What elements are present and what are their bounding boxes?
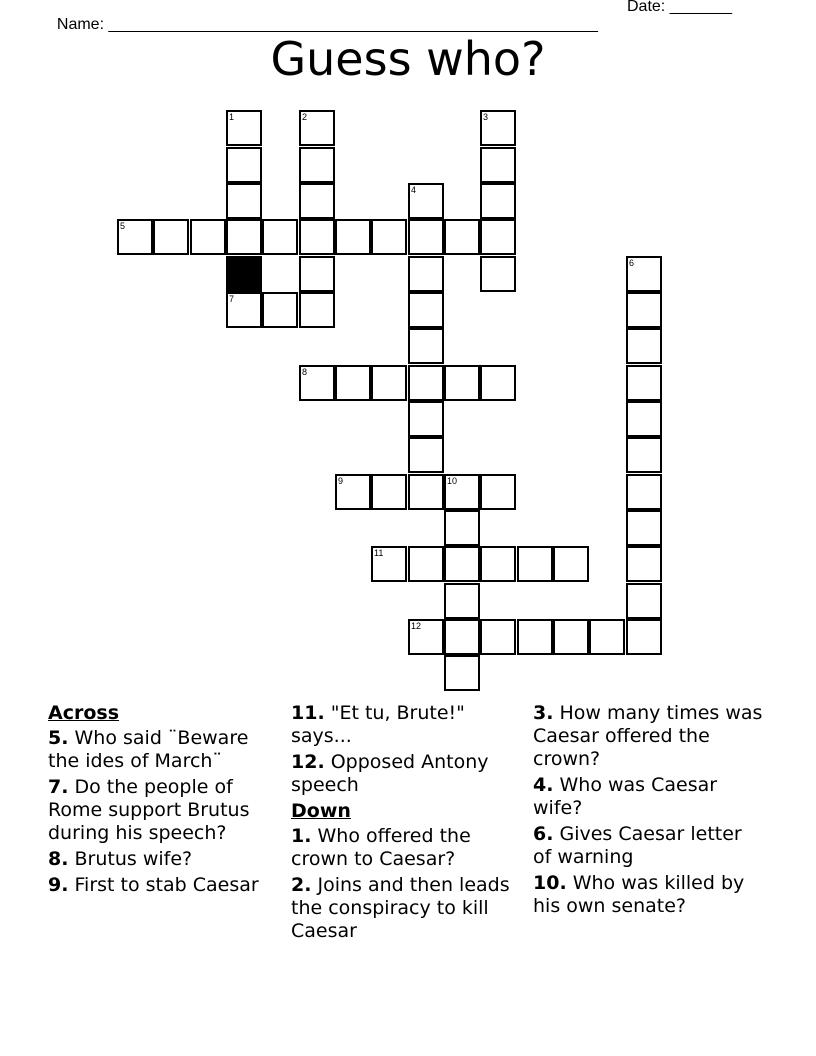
grid-cell[interactable] [408, 219, 444, 255]
clue-text: Do the people of Rome support Brutus during his speech? [48, 776, 250, 844]
grid-cell[interactable] [262, 292, 298, 328]
grid-cell[interactable] [408, 437, 444, 473]
grid-cell[interactable] [444, 583, 480, 619]
cell-number: 2 [302, 112, 308, 122]
down-heading: Down [291, 800, 351, 822]
grid-cell[interactable] [408, 401, 444, 437]
grid-cell[interactable] [626, 583, 662, 619]
clue-number: 4. [533, 774, 554, 796]
grid-cell[interactable] [517, 546, 553, 582]
grid-cell[interactable] [299, 292, 335, 328]
grid-cell[interactable] [371, 474, 407, 510]
grid-cell[interactable] [408, 292, 444, 328]
grid-cell[interactable] [553, 546, 589, 582]
cell-number: 9 [338, 476, 344, 486]
grid-cell[interactable] [480, 183, 516, 219]
cell-number: 3 [483, 112, 489, 122]
grid-cell[interactable] [371, 219, 407, 255]
clue-number: 6. [533, 823, 554, 845]
cell-number: 10 [447, 476, 458, 486]
grid-cell[interactable] [626, 510, 662, 546]
cell-number: 8 [302, 367, 308, 377]
grid-cell[interactable] [626, 401, 662, 437]
grid-cell[interactable] [444, 546, 480, 582]
clue-text: How many times was Caesar offered the crown? [533, 702, 763, 770]
grid-cell[interactable] [444, 219, 480, 255]
grid-cell[interactable] [480, 147, 516, 183]
clue-across-12 [291, 751, 523, 797]
clue-number: 5. [48, 727, 69, 749]
grid-cell[interactable] [626, 328, 662, 364]
grid-cell[interactable] [626, 546, 662, 582]
grid-cell[interactable] [626, 619, 662, 655]
grid-cell[interactable] [480, 474, 516, 510]
grid-cell[interactable] [626, 365, 662, 401]
clue-number: 8. [48, 848, 69, 870]
grid-cell[interactable] [626, 437, 662, 473]
grid-cell[interactable] [480, 365, 516, 401]
grid-cell[interactable] [299, 365, 335, 401]
clue-text: "Et tu, Brute!" says... [291, 702, 465, 747]
grid-cell[interactable] [480, 546, 516, 582]
cell-number: 7 [229, 294, 235, 304]
grid-cell[interactable] [299, 110, 335, 146]
grid-cell[interactable] [299, 256, 335, 292]
grid-cell[interactable] [408, 256, 444, 292]
grid-cell[interactable] [408, 365, 444, 401]
clue-text: Who offered the crown to Caesar? [291, 825, 471, 870]
clue-down-1 [291, 825, 523, 871]
grid-cell[interactable] [371, 365, 407, 401]
grid-cell[interactable] [335, 474, 371, 510]
clue-number: 7. [48, 776, 69, 798]
grid-cell[interactable] [480, 256, 516, 292]
grid-cell[interactable] [190, 219, 226, 255]
clue-text: Gives Caesar letter of warning [533, 823, 742, 868]
clue-number: 1. [291, 825, 312, 847]
grid-cell[interactable] [480, 219, 516, 255]
grid-cell[interactable] [444, 510, 480, 546]
grid-cell[interactable] [626, 256, 662, 292]
cell-number: 11 [374, 548, 384, 558]
clue-text: Opposed Antony speech [291, 751, 489, 796]
grid-cell[interactable] [335, 219, 371, 255]
clue-down-2 [291, 874, 523, 943]
grid-cell[interactable] [262, 219, 298, 255]
cell-number: 5 [120, 221, 126, 231]
clue-number: 10. [533, 872, 567, 894]
cell-number: 6 [629, 258, 635, 268]
grid-cell[interactable] [226, 110, 262, 146]
clue-across-5 [48, 727, 280, 773]
grid-cell[interactable] [444, 655, 480, 691]
clue-down-3 [533, 702, 765, 771]
clue-down-4 [533, 774, 765, 820]
grid-cell[interactable] [626, 474, 662, 510]
clue-number: 12. [291, 751, 325, 773]
grid-cell[interactable] [444, 365, 480, 401]
clue-down-6 [533, 823, 765, 869]
name-field[interactable]: Name: _______________________________________________________ [56, 16, 598, 33]
grid-cell[interactable] [226, 147, 262, 183]
grid-cell[interactable] [371, 546, 407, 582]
grid-cell[interactable] [408, 474, 444, 510]
black-square [226, 256, 262, 292]
grid-cell[interactable] [226, 183, 262, 219]
clue-across-7 [48, 776, 280, 845]
grid-cell[interactable] [335, 365, 371, 401]
clue-text: Who said ¨Beware the ides of March¨ [48, 727, 249, 772]
grid-cell[interactable] [299, 219, 335, 255]
clue-across-11 [291, 702, 523, 748]
grid-cell[interactable] [226, 219, 262, 255]
grid-cell[interactable] [408, 546, 444, 582]
grid-cell[interactable] [117, 219, 153, 255]
clue-text: Joins and then leads the conspiracy to kill Caesar [291, 874, 510, 942]
across-heading: Across [48, 702, 120, 724]
clues-column-1 [48, 702, 280, 900]
clue-across-8 [48, 848, 280, 871]
clue-across-9 [48, 874, 280, 897]
grid-cell[interactable] [626, 292, 662, 328]
grid-cell[interactable] [553, 619, 589, 655]
date-field[interactable]: Date: _______ [627, 0, 732, 15]
clue-number: 2. [291, 874, 312, 896]
clues-column-3 [533, 702, 765, 921]
clues-column-2 [291, 702, 523, 946]
cell-number: 12 [411, 621, 422, 631]
grid-cell[interactable] [480, 619, 516, 655]
clue-text: Brutus wife? [74, 848, 193, 870]
grid-cell[interactable] [480, 110, 516, 146]
grid-cell[interactable] [153, 219, 189, 255]
clue-number: 9. [48, 874, 69, 896]
clue-text: Who was Caesar wife? [533, 774, 718, 819]
clue-text: First to stab Caesar [74, 874, 259, 896]
clue-number: 11. [291, 702, 325, 724]
grid-cell[interactable] [408, 183, 444, 219]
grid-cell[interactable] [444, 474, 480, 510]
page-title: Guess who? [270, 32, 546, 86]
grid-cell[interactable] [408, 328, 444, 364]
grid-cell[interactable] [517, 619, 553, 655]
clue-number: 3. [533, 702, 554, 724]
clue-down-10 [533, 872, 765, 918]
grid-cell[interactable] [408, 619, 444, 655]
cell-number: 4 [411, 185, 417, 195]
grid-cell[interactable] [299, 183, 335, 219]
cell-number: 1 [229, 112, 235, 122]
grid-cell[interactable] [299, 147, 335, 183]
grid-cell[interactable] [226, 292, 262, 328]
clue-text: Who was killed by his own senate? [533, 872, 745, 917]
grid-cell[interactable] [444, 619, 480, 655]
grid-cell[interactable] [589, 619, 625, 655]
